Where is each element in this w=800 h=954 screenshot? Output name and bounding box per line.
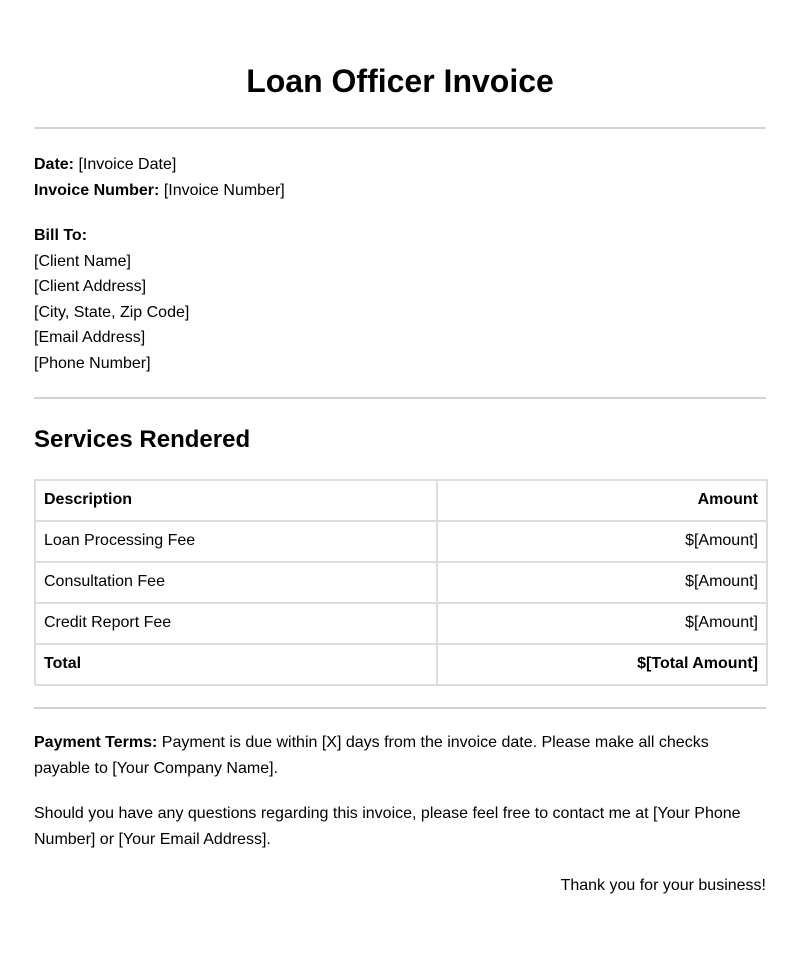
bill-to-label: Bill To:: [34, 227, 88, 244]
payment-terms-text: Payment is due within [X] days from the invoice date. Please make all checks payable to [Your Company Name].: [34, 733, 709, 777]
total-row: [35, 644, 767, 685]
table-row: [35, 562, 767, 603]
divider: [34, 707, 766, 709]
invoice-number-value: [Invoice Number]: [163, 182, 285, 199]
invoice-date-label: Date:: [34, 156, 75, 173]
service-description: Credit Report Fee: [35, 603, 437, 644]
client-phone: [Phone Number]: [34, 354, 151, 372]
divider: [34, 397, 766, 399]
payment-terms: [34, 730, 766, 782]
divider: [34, 127, 766, 129]
table-header-row: [35, 480, 767, 521]
client-name: [Client Name]: [34, 252, 131, 270]
table-row: [35, 521, 767, 562]
service-description: Loan Processing Fee: [35, 521, 437, 562]
service-description: Consultation Fee: [35, 562, 437, 603]
payment-terms-label: Payment Terms:: [34, 733, 158, 751]
services-table: [34, 479, 768, 686]
total-label: Total: [35, 644, 437, 685]
client-address: [Client Address]: [34, 278, 147, 296]
column-header-amount: Amount: [437, 480, 767, 521]
invoice-number-row: [34, 178, 766, 204]
client-city-state-zip: [City, State, Zip Code]: [34, 303, 190, 321]
page-title: Loan Officer Invoice: [246, 63, 554, 99]
service-amount: $[Amount]: [437, 603, 767, 644]
services-heading: Services Rendered: [34, 425, 251, 453]
invoice-page: [34, 0, 766, 899]
bill-to-block: [34, 223, 766, 377]
contact-note: Should you have any questions regarding this invoice, please feel free to contact me at [Your Phone Number] or [Your Email Address].: [34, 804, 741, 848]
invoice-number-label: Invoice Number:: [34, 182, 160, 199]
table-row: [35, 603, 767, 644]
invoice-date-row: [34, 152, 766, 178]
total-amount: $[Total Amount]: [437, 644, 767, 685]
service-amount: $[Amount]: [437, 562, 767, 603]
client-email: [Email Address]: [34, 329, 146, 347]
service-amount: $[Amount]: [437, 521, 767, 562]
invoice-date-value: [Invoice Date]: [78, 156, 177, 173]
invoice-meta: [34, 152, 766, 204]
closing-message: Thank you for your business!: [560, 876, 766, 894]
column-header-description: Description: [35, 480, 437, 521]
